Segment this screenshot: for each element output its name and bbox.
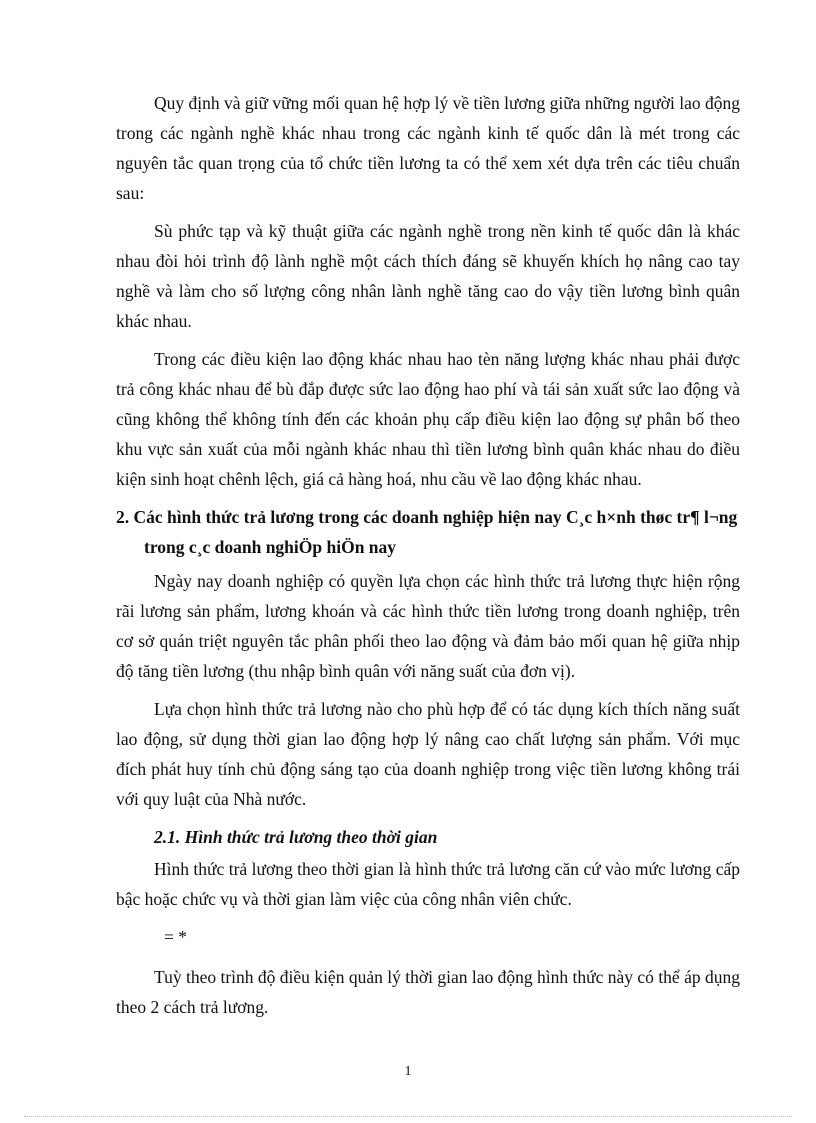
subsection-heading: 2.1. Hình thức trả lương theo thời gian xyxy=(154,827,438,847)
paragraph-skill-complexity: Sù phức tạp và kỹ thuật giữa các ngành nghề trong nền kinh tế quốc dân là khác nhau đòi hỏi trình độ lành nghề một cách thích đáng sẽ khuyến khích họ nâng cao tay nghề và làm cho số lượng công nhân lành nghề tăng cao do vậy tiền lương bình quân khác nhau. xyxy=(116,221,740,331)
paragraph-working-conditions: Trong các điều kiện lao động khác nhau hao tèn năng lượng khác nhau phải được trả công khác nhau để bù đắp được sức lao động hao phí và tái sản xuất sức lao động và cũng không thể không tính đến các khoản phụ cấp điều kiện lao động sự phân bố theo khu vực sản xuất của mỗi ngành khác nhau thì tiền lương bình quân khác nhau do điều kiện sinh hoạt chênh lệch, giá cả hàng hoá, nhu cầu về lao động khác nhau. xyxy=(116,349,740,489)
paragraph-application: Tuỳ theo trình độ điều kiện quản lý thời gian lao động hình thức này có thể áp dụng theo 2 cách trả lương. xyxy=(116,967,740,1017)
paragraph-choosing-form: Lựa chọn hình thức trả lương nào cho phù hợp để có tác dụng kích thích năng suất lao động, sử dụng thời gian lao động hợp lý nâng cao chất lượng sản phẩm. Với mục đích phát huy tính chủ động sáng tạo của doanh nghiệp trong việc tiền lương không trái với quy luật của Nhà nước. xyxy=(116,699,740,809)
page-bottom-divider xyxy=(24,1116,792,1117)
document-body xyxy=(116,88,740,1030)
paragraph-wage-forms: Ngày nay doanh nghiệp có quyền lựa chọn các hình thức trả lương thực hiện rộng rãi lương sản phẩm, lương khoán và các hình thức tiền lương trong doanh nghiệp, trên cơ sở quán triệt nguyên tắc phân phối theo lao động và đảm bảo mối quan hệ giữa nhịp độ tăng tiền lương (thu nhập bình quân với năng suất của đơn vị). xyxy=(116,571,740,681)
paragraph-wage-relationship: Quy định và giữ vững mối quan hệ hợp lý về tiền lương giữa những người lao động trong các ngành nghề khác nhau trong các ngành kinh tế quốc dân là mét trong các nguyên tắc quan trọng của tổ chức tiền lương ta có thể xem xét dựa trên các tiêu chuẩn sau: xyxy=(116,93,740,203)
section-heading: 2. Các hình thức trả lương trong các doanh nghiệp hiện nay C¸c h×nh thøc tr¶ l¬ng trong c¸c doanh nghiÖp hiÖn nay xyxy=(116,507,738,557)
formula: = * xyxy=(164,927,187,947)
page-number: 1 xyxy=(404,1064,412,1079)
paragraph-time-based-wage: Hình thức trả lương theo thời gian là hình thức trả lương căn cứ vào mức lương cấp bậc hoặc chức vụ và thời gian làm việc của công nhân viên chức. xyxy=(116,859,740,909)
